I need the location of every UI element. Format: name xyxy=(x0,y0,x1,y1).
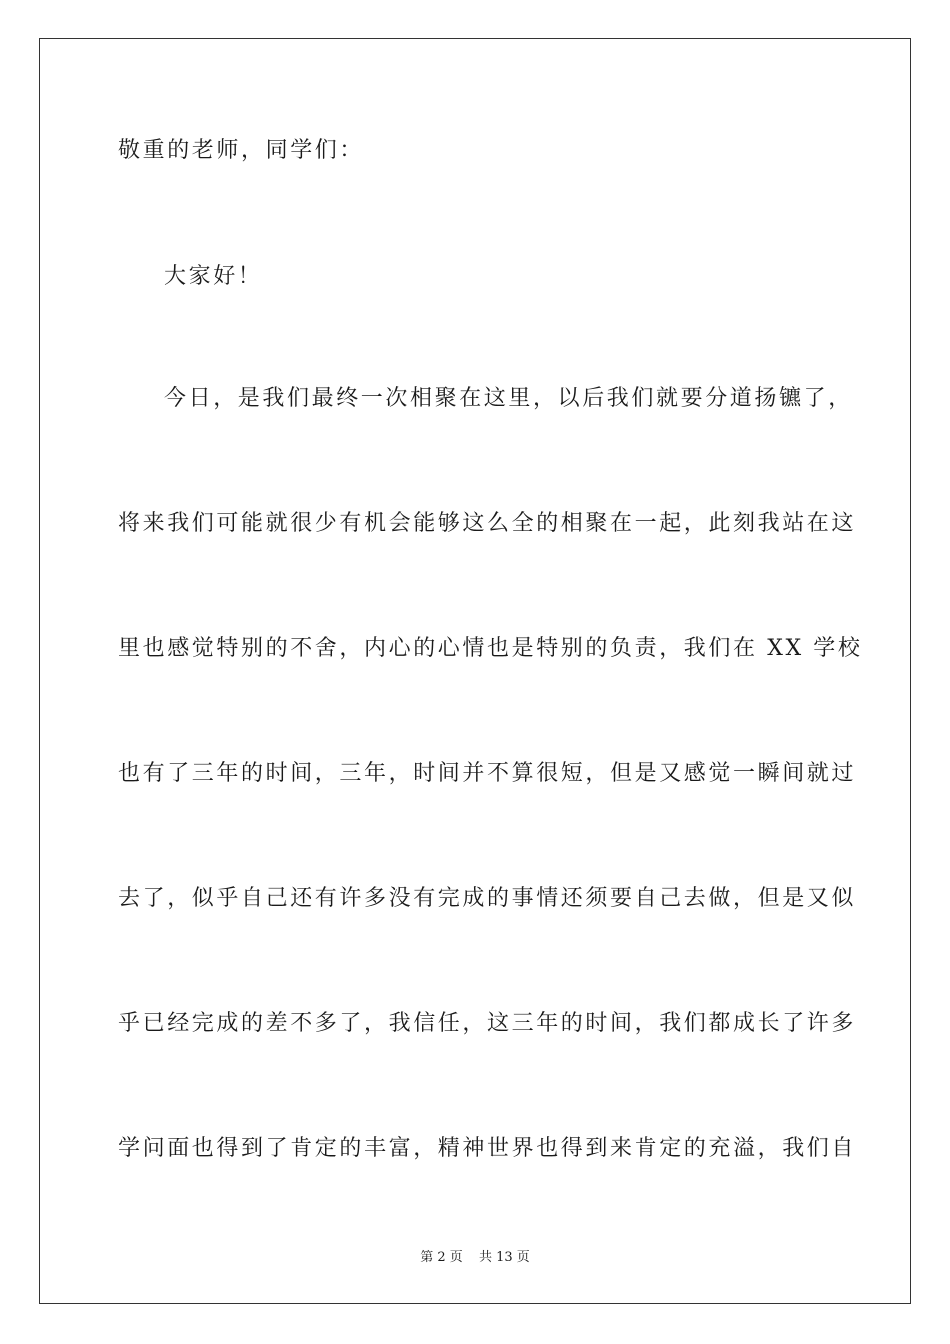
body-line: 学问面也得到了肯定的丰富，精神世界也得到来肯定的充溢，我们自 xyxy=(118,1136,857,1161)
body-line: 也有了三年的时间，三年，时间并不算很短，但是又感觉一瞬间就过 xyxy=(118,761,857,786)
salutation-line: 敬重的老师，同学们： xyxy=(118,138,365,163)
page-border xyxy=(39,38,911,1304)
page-footer xyxy=(0,1246,950,1265)
body-line: 将来我们可能就很少有机会能够这么全的相聚在一起，此刻我站在这 xyxy=(118,511,857,536)
body-line: 去了，似乎自己还有许多没有完成的事情还须要自己去做，但是又似 xyxy=(118,886,857,911)
page-number-total: 共 13 页 xyxy=(478,1250,530,1265)
greeting-line: 大家好！ xyxy=(164,264,263,289)
page-number-current: 第 2 页 xyxy=(420,1250,463,1265)
body-line: 里也感觉特别的不舍，内心的心情也是特别的负责，我们在 XX 学校 xyxy=(118,636,863,661)
body-line: 乎已经完成的差不多了，我信任，这三年的时间，我们都成长了许多 xyxy=(118,1011,857,1036)
body-line: 今日，是我们最终一次相聚在这里，以后我们就要分道扬镳了， xyxy=(164,386,853,411)
